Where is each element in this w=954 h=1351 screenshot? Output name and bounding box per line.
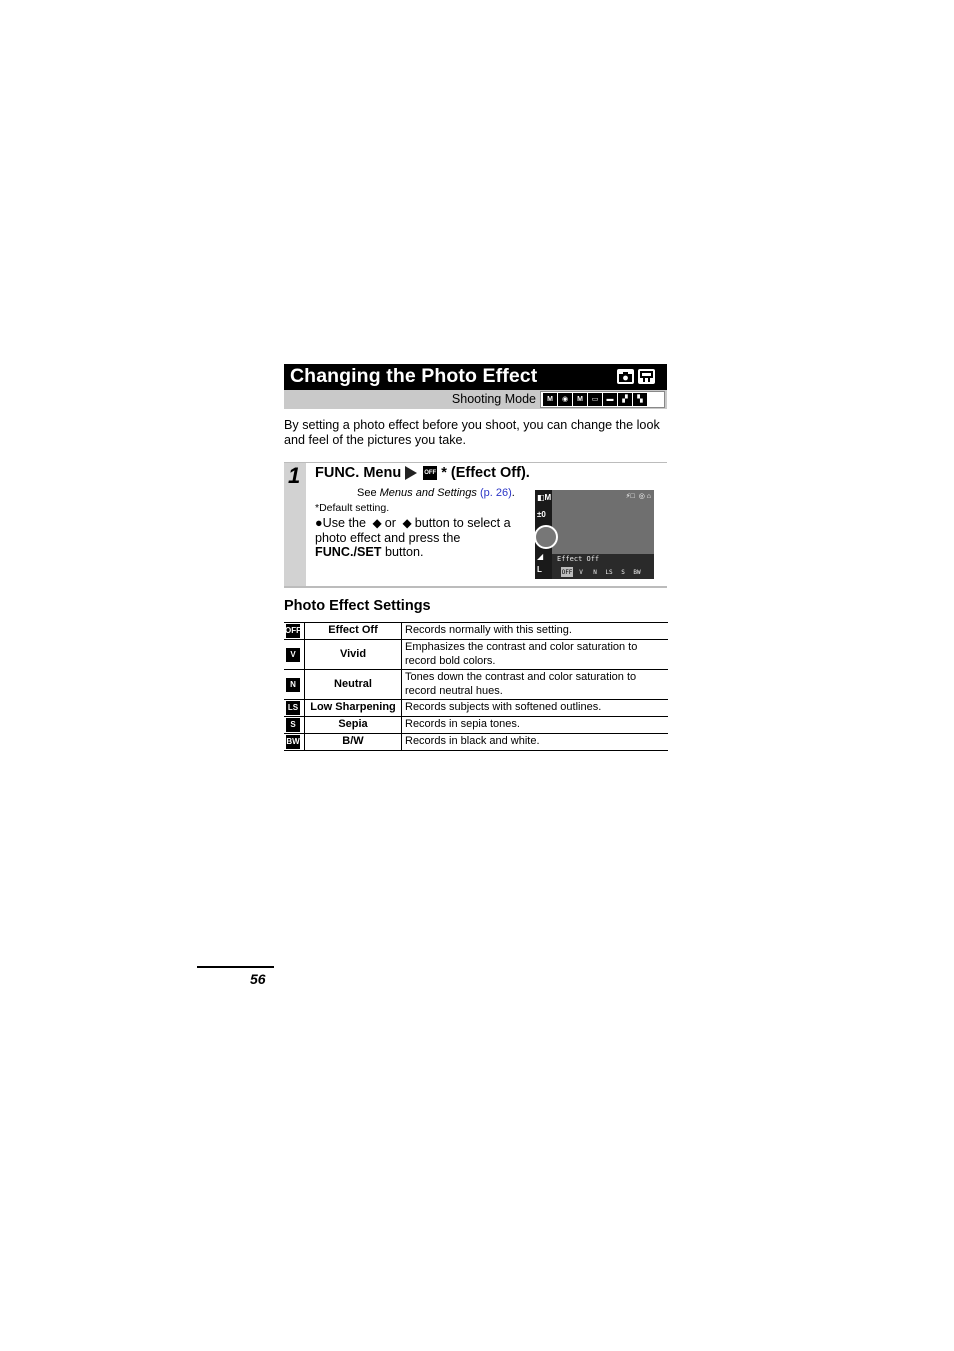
instruction-text-2: button to select a photo effect and press the (315, 516, 511, 545)
see-title: Menus and Settings (379, 487, 477, 499)
table-row (284, 700, 668, 717)
effect-description: Records in black and white. (402, 734, 669, 751)
movie-standard-icon: ▬ (603, 393, 617, 406)
exposure-icon: ±0 (537, 510, 546, 519)
table-cell-icon (284, 717, 305, 734)
page-reference-link[interactable]: (p. 26) (479, 487, 512, 499)
self-timer-icon: ◎ ⌂ (638, 493, 651, 500)
see-prefix: See (357, 487, 380, 499)
arrow-right-icon: ◆ (402, 516, 412, 530)
settings-heading: Photo Effect Settings (284, 598, 431, 614)
table-row (284, 717, 668, 734)
table-cell-icon (284, 734, 305, 751)
arrow-right-icon (405, 466, 417, 480)
effect-off-icon: OFF (286, 624, 300, 638)
stitch-assist-icon: ▭ (588, 393, 602, 406)
step-number: 1 (288, 463, 301, 488)
table-row (284, 734, 668, 751)
size-icon: L (537, 565, 542, 574)
vivid-icon: V (286, 648, 300, 662)
photo-effect-table (284, 622, 668, 751)
func-menu-label: FUNC. Menu (315, 465, 402, 481)
effect-description: Tones down the contrast and color saturation to record neutral hues. (402, 670, 669, 700)
low-sharpening-icon: LS (605, 568, 613, 576)
flash-icon: ⚡□ (625, 493, 635, 500)
bw-icon: BW (286, 735, 300, 749)
effect-description: Records subjects with softened outlines. (402, 700, 669, 717)
table-cell-icon (284, 670, 305, 700)
step-heading (315, 465, 530, 481)
bw-icon: BW (633, 568, 641, 576)
lcd-effect-icons (561, 567, 643, 577)
page-title: Changing the Photo Effect (290, 365, 538, 387)
manual-mode-icon: M (573, 393, 587, 406)
manual-mode-icon: M (543, 393, 557, 406)
effect-off-icon: OFF (561, 568, 573, 576)
low-sharpening-icon: LS (286, 701, 300, 715)
table-cell-icon (284, 640, 305, 670)
effect-name: Effect Off (305, 623, 402, 640)
footer-rule (197, 966, 274, 968)
sepia-icon: S (286, 718, 300, 732)
intro-paragraph: By setting a photo effect before you shoot, you can change the look and feel of the pictures you take. (284, 418, 660, 447)
lcd-status-icons (626, 492, 651, 500)
func-set-button-label: FUNC./SET (315, 545, 382, 559)
table-row (284, 640, 668, 670)
shooting-mode-label: Shooting Mode (451, 392, 536, 406)
movie-compact-icon: ▞ (618, 393, 632, 406)
effect-name: Vivid (305, 640, 402, 670)
instruction-or: or (384, 516, 396, 530)
step-divider (284, 462, 667, 463)
step-instruction (315, 516, 530, 560)
table-cell-icon (284, 700, 305, 717)
instruction-text-1: Use the (322, 516, 367, 530)
section-title-bar (284, 364, 667, 390)
neutral-icon: N (593, 568, 597, 576)
resolution-icon: ◢ (537, 552, 544, 561)
effect-name: Low Sharpening (305, 700, 402, 717)
mode-icon: ◧M (537, 493, 552, 502)
page-number: 56 (250, 971, 266, 987)
instruction-text-3: button. (384, 545, 424, 559)
table-cell-icon (284, 623, 305, 640)
effect-description: Records in sepia tones. (402, 717, 669, 734)
mode-availability-icons (617, 369, 655, 384)
table-row (284, 623, 668, 640)
camera-icon (617, 369, 634, 384)
default-note: *Default setting. (315, 502, 390, 514)
arrow-left-icon: ◆ (372, 516, 382, 530)
see-suffix: . (511, 487, 515, 499)
effect-description: Records normally with this setting. (402, 623, 669, 640)
neutral-icon: N (286, 678, 300, 692)
effect-description: Emphasizes the contrast and color saturation to record bold colors. (402, 640, 669, 670)
see-reference (357, 487, 515, 499)
vivid-icon: V (579, 568, 583, 576)
step-number-column (284, 463, 306, 586)
effect-off-label: * (Effect Off). (441, 465, 530, 481)
movie-color-icon: ▚ (633, 393, 647, 406)
table-row (284, 670, 668, 700)
effect-name: B/W (305, 734, 402, 751)
lcd-effect-label: Effect Off (557, 555, 600, 563)
sepia-icon: S (621, 568, 625, 576)
effect-name: Sepia (305, 717, 402, 734)
portrait-mode-icon: ◉ (558, 393, 572, 406)
effect-off-icon: OFF (423, 466, 437, 480)
shooting-mode-bar (284, 390, 667, 409)
shooting-mode-icons (540, 391, 665, 408)
step-bottom-divider (284, 586, 667, 588)
bullet-icon: ● (315, 516, 323, 530)
effect-name: Neutral (305, 670, 402, 700)
selection-highlight (534, 525, 558, 549)
movie-icon (638, 369, 655, 384)
camera-lcd-screenshot (535, 490, 654, 579)
